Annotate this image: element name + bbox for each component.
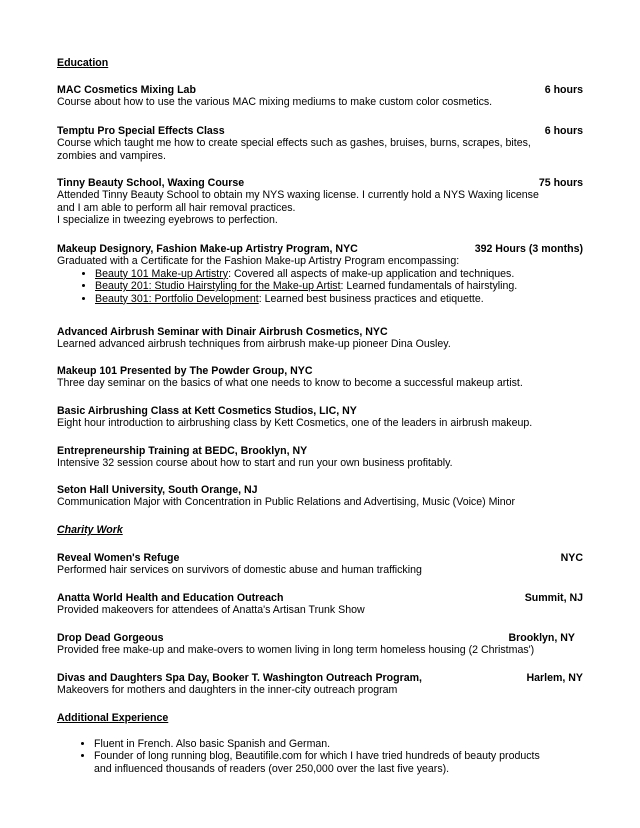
charity-entry	[57, 592, 583, 617]
entry-description: Provided makeovers for attendees of Anatta's Artisan Trunk Show	[57, 604, 365, 617]
additional-experience-heading: Additional Experience	[57, 712, 169, 724]
list-item	[94, 738, 620, 750]
list-item	[95, 268, 583, 280]
entry-description: Course which taught me how to create special effects such as gashes, bruises, burns, scrapes, bites,	[57, 137, 531, 150]
entry-duration: 75 hours	[538, 177, 583, 189]
course-name: Beauty 301: Portfolio Development	[95, 292, 259, 305]
list-item-text: Fluent in French. Also basic Spanish and German.	[94, 738, 331, 750]
entry-description: zombies and vampires.	[57, 149, 166, 162]
entry-description: Attended Tinny Beauty School to obtain my NYS waxing license. I currently hold a NYS Waxing license	[57, 189, 539, 202]
entry-duration: 6 hours	[544, 125, 583, 137]
education-entry	[57, 484, 583, 509]
entry-title: Basic Airbrushing Class at Kett Cosmetics Studios, LIC, NY	[57, 405, 357, 417]
entry-location: Brooklyn, NY	[508, 632, 575, 644]
entry-title: Makeup 101 Presented by The Powder Group, NYC	[57, 365, 313, 377]
list-item	[95, 280, 583, 292]
entry-description: Eight hour introduction to airbrushing class by Kett Cosmetics, one of the leaders in airbrush makeup.	[57, 417, 533, 430]
education-entry	[57, 365, 583, 390]
entry-location: NYC	[560, 552, 583, 564]
charity-entry	[57, 552, 583, 577]
entry-description: Three day seminar on the basics of what one needs to know to become a successful makeup artist.	[57, 377, 523, 390]
education-entry	[57, 177, 583, 227]
entry-duration: 392 Hours (3 months)	[474, 243, 583, 255]
entry-location: Harlem, NY	[526, 672, 583, 684]
entry-title: Drop Dead Gorgeous	[57, 632, 164, 644]
course-description: : Covered all aspects of make-up application and techniques.	[228, 267, 515, 280]
list-item-text: Founder of long running blog, Beautifile.com for which I have tried hundreds of beauty products	[94, 750, 540, 763]
course-description: : Learned fundamentals of hairstyling.	[340, 280, 518, 293]
entry-title: Advanced Airbrush Seminar with Dinair Airbrush Cosmetics, NYC	[57, 326, 388, 338]
entry-duration: 6 hours	[544, 84, 583, 96]
entry-description: and I am able to perform all hair removal practices.	[57, 201, 296, 214]
entry-title: Tinny Beauty School, Waxing Course	[57, 177, 245, 189]
entry-title: Entrepreneurship Training at BEDC, Brooklyn, NY	[57, 445, 308, 457]
entry-description: Performed hair services on survivors of domestic abuse and human trafficking	[57, 564, 422, 577]
education-entry	[57, 243, 583, 305]
list-item	[95, 293, 583, 305]
education-entry	[57, 326, 583, 351]
entry-description: Makeovers for mothers and daughters in the inner-city outreach program	[57, 684, 398, 697]
additional-experience-list	[57, 738, 620, 775]
entry-title: Makeup Designory, Fashion Make-up Artistry Program, NYC	[57, 243, 358, 255]
entry-description: Graduated with a Certificate for the Fashion Make-up Artistry Program encompassing:	[57, 255, 460, 268]
entry-description: Course about how to use the various MAC mixing mediums to make custom color cosmetics.	[57, 96, 493, 109]
education-entry	[57, 125, 583, 162]
entry-description: I specialize in tweezing eyebrows to perfection.	[57, 214, 278, 227]
education-entry	[57, 84, 583, 109]
entry-description: Provided free make-up and make-overs to women living in long term homeless housing (2 Christmas')	[57, 644, 535, 657]
entry-description: Intensive 32 session course about how to start and run your own business profitably.	[57, 457, 453, 470]
entry-description: Communication Major with Concentration in Public Relations and Advertising, Music (Voice) Minor	[57, 496, 516, 509]
entry-title: Reveal Women's Refuge	[57, 552, 180, 564]
education-entry	[57, 445, 583, 470]
entry-title: Temptu Pro Special Effects Class	[57, 125, 225, 137]
entry-location: Summit, NJ	[524, 592, 583, 604]
course-description: : Learned best business practices and etiquette.	[258, 292, 484, 305]
entry-title: Divas and Daughters Spa Day, Booker T. Washington Outreach Program,	[57, 672, 422, 684]
list-item-text: and influenced thousands of readers (over 250,000 over the last five years).	[94, 762, 450, 775]
education-heading: Education	[57, 57, 109, 69]
course-name: Beauty 101 Make-up Artistry	[95, 267, 229, 280]
entry-title: Anatta World Health and Education Outreach	[57, 592, 284, 604]
course-name: Beauty 201: Studio Hairstyling for the Make-up Artist	[95, 280, 341, 293]
list-item	[94, 750, 620, 775]
education-entry	[57, 405, 583, 430]
entry-title: MAC Cosmetics Mixing Lab	[57, 84, 196, 96]
entry-description: Learned advanced airbrush techniques from airbrush make-up pioneer Dina Ousley.	[57, 338, 451, 351]
charity-entry	[57, 672, 583, 697]
entry-title: Seton Hall University, South Orange, NJ	[57, 484, 258, 496]
charity-entry	[57, 632, 583, 657]
charity-work-heading: Charity Work	[57, 524, 123, 536]
program-course-list	[57, 268, 583, 305]
